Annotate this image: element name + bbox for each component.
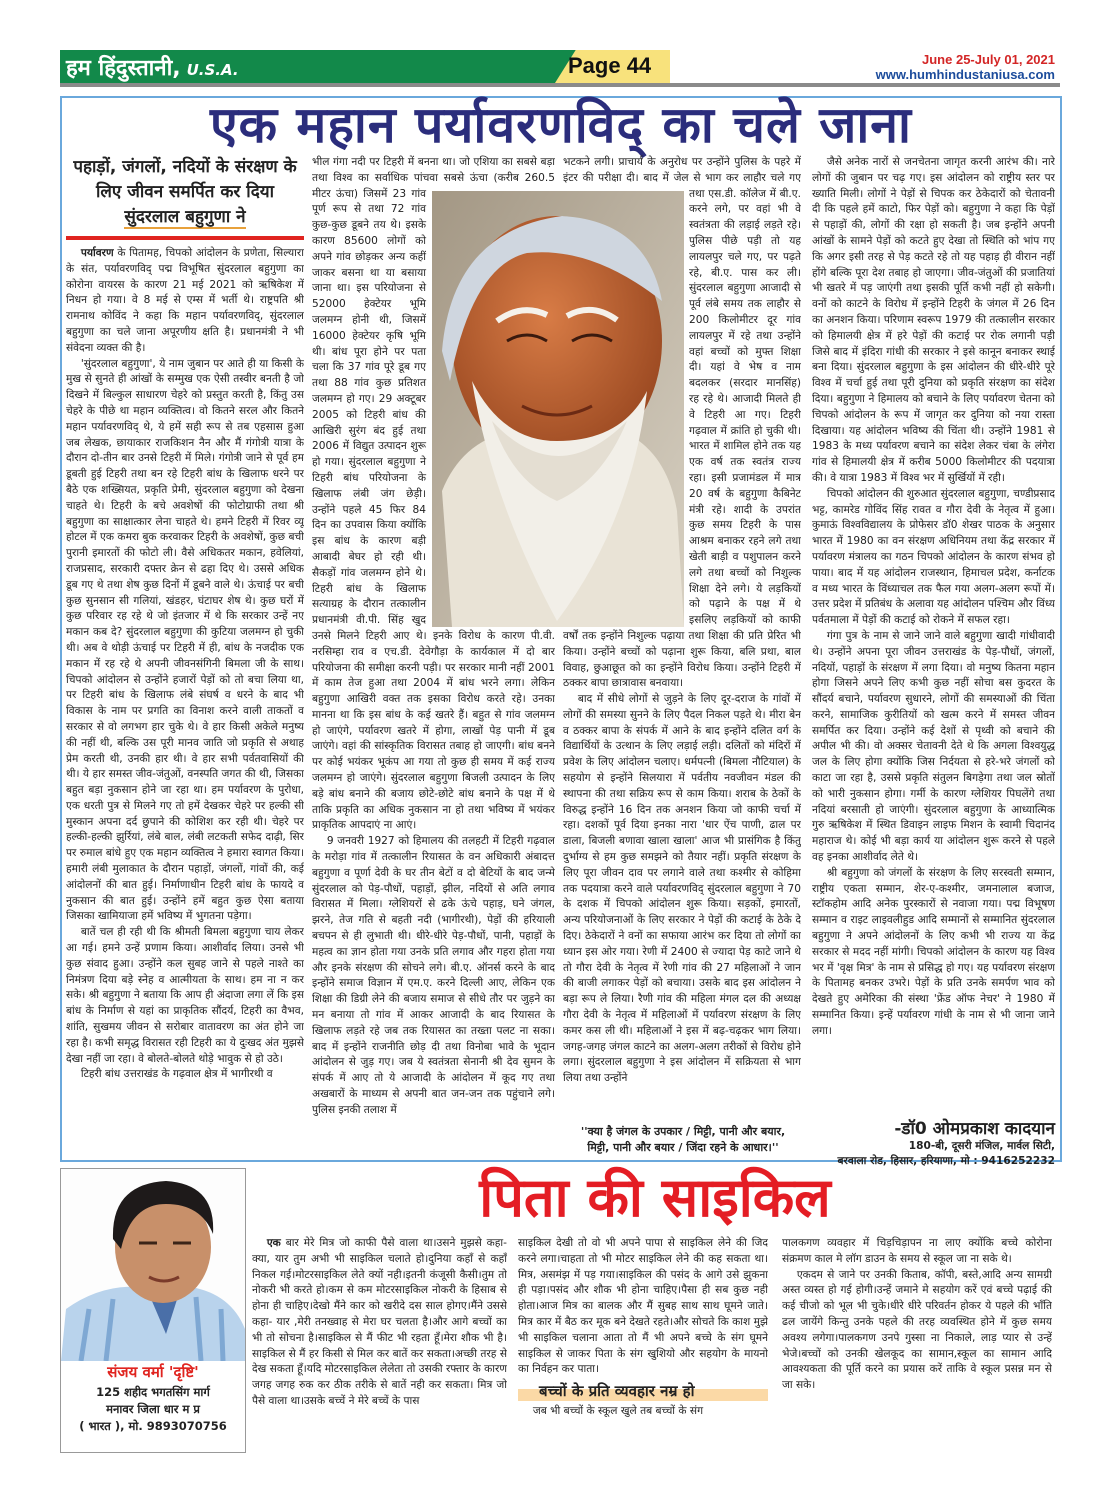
- header-divider: [60, 83, 1060, 87]
- paragraph: 'सुंदरलाल बहुगुणा', ये नाम जुबान पर आते ही या किसी के मुख से सुनते ही आंखों के सम्मुख एक ऐसी तस्वीर बनती है जो दिखने में बिल्कुल साधारण चेहरे को प्रस्तुत करती है, किंतु उस चेहरे के पीछे था महान व्यक्तित्व। वो कितने सरल और कितने महान पर्यावरणविद् थे, ये हमें सही रूप से तब एहसास हुआ जब लेखक, छायाकार राजकिशन नैन और मैं गंगोत्री यात्रा के दौरान दो-तीन बार उनसे टिहरी में मिले। गंगोत्री जाने से पूर्व हम डूबती हुई टिहरी तथा बन रहे टिहरी बांध के खिलाफ धरने पर बैठे एक शख्सियत, प्रकृति प्रेमी, सुंदरलाल बहुगुणा को देखना चाहते थे। टिहरी के बचे अवशेषों की फोटोग्राफी तथा श्री बहुगुणा का साक्षात्कार लेना चाहते थे। हमने टिहरी में रिवर व्यू होटल में एक कमरा बुक करवाकर टिहरी के अवशेषों, कुछ बची पुरानी इमारतों की फोटो ली। वैसे अधिकतर मकान, हवेलियां, राजप्रसाद, सरकारी दफ्तर क्रेन से ढहा दिए थे। उससे अधिक डूब गए थे तथा शेष कुछ दिनों में डूबने वाले थे। ऊंचाई पर बची कुछ सुनसान सी गलियां, खंडहर, घंटाघर शेष थे। कुछ घरों में कुछ परिवार रह रहे थे जो इंतजार में थे कि सरकार उन्हें नए मकान कब दे? सुंदरलाल बहुगुणा की कुटिया जलमग्न हो चुकी थी। अब वे थोड़ी ऊंचाई पर टिहरी में ही, बांध के नजदीक एक मकान में रह रहे थे अपनी जीवनसंगिनी बिमला जी के साथ। चिपको आंदोलन से उन्होंने हजारों पेड़ों को तो बचा लिया था, पर टिहरी बांध के खिलाफ लंबे संघर्ष व धरने के बाद भी विकास के नाम पर प्रगति का विनाश करने वाली ताकतों व सरकार से वो लगभग हार चुके थे। वे हार किसी अकेले मनुष्य की नहीं थी, बल्कि उस पूरी मानव जाति जो प्रकृति से अथाह प्रेम करती थी, उनकी हार थी। वे हार सभी पर्वतवासियों की थी। ये हार समस्त जीव-जंतुओं, वनस्पति जगत की थी, जिसका बहुत बड़ा नुकसान होने जा रहा था। हम पर्यावरण के पुरोधा, एक धरती पुत्र से मिलने गए तो हमें देखकर चेहरे पर हल्की सी मुस्कान अपना दर्द छुपाने की कोशिश कर रही थी। चेहरे पर हल्की-हल्की झुर्रियां, लंबे बाल, लंबी लटकती सफेद दाढ़ी, सिर पर रुमाल बांधे हुए एक महान व्यक्तित्व ने हमारा स्वागत किया। हमारी लंबी मुलाकात के दौरान पहाड़ों, जंगलों, गांवों की, कई आंदोलनों की बात हुई। निर्माणाधीन टिहरी बांध के फायदे व नुकसान की बात हुई। उन्होंने हमें बहुत कुछ ऐसा बताया जिसका खामियाजा हमें भविष्य में भुगतना पड़ेगा।: [66, 357, 304, 923]
- masthead-suffix: U.S.A.: [186, 61, 239, 79]
- paragraph: साइकिल देखी तो वो भी अपने पापा से साइकिल लेने की जिद करने लगा।चाहता तो भी मोटर साइकिल लेने की कह सकता था।मित्र, असमंझ में पड़ गया।साइकिल की पसंद के आगे उसे झुकना ही पड़ा।पसंद और शौक भी होना चाहिए।पैसा ही सब कुछ नही होता।आज मित्र का बालक और मैं सुबह साथ साथ घूमने जाते।मित्र कार में बैठ कर मूक बने देखते रहते।और सोचते कि काश मुझे भी साइकिल चलाना आता तो मैं भी अपने बच्चे के संग घूमने साइकिल से जाकर पिता के संग खुशियो और सहयोग के मायनो का निर्वहन कर पाता।: [518, 1237, 768, 1376]
- author-name: -डॉ0 ओमप्रकाश कादयान: [894, 1119, 1055, 1139]
- paragraph: गंगा पुत्र के नाम से जाने जाने वाले बहुगुणा खादी गांधीवादी थे। उन्होंने अपना पूरा जीवन उत्तराखंड के पेड़-पौधों, जंगलों, नदियों, पहाड़ों के संरक्षण में लगा दिया। वो मनुष्य कितना महान होगा जिसने अपने लिए कभी कुछ नहीं सोचा बस कुदरत के सौंदर्य बचाने, पर्यावरण सुधारने, लोगों की समस्याओं की चिंता करने, सामाजिक कुरीतियों को खत्म करने में समस्त जीवन समर्पित कर दिया। उन्होंने कई देशों से पृथ्वी को बचाने की अपील भी की। वो अक्सर चेतावनी देते थे कि अगला विश्वयुद्ध जल के लिए होगा क्योंकि जिस निर्दयता से हरे-भरे जंगलों को काटा जा रहा है, उससे प्रकृति संतुलन बिगड़ेगा तथा जल स्रोतों को भारी नुकसान होगा। गर्मी के कारण ग्लेशियर पिघलेंगे तथा नदियां बरसाती हो जाएंगी। सुंदरलाल बहुगुणा के आध्यात्मिक गुरु ऋषिकेश में स्थित डिवाइन लाइफ मिशन के स्वामी चिदानंद महाराज थे। कोई भी बड़ा कार्य या आंदोलन शुरू करने से पहले वह इनका आशीर्वाद लेते थे।: [812, 629, 1055, 864]
- lead-word: पर्यावरण: [80, 247, 114, 259]
- address-line: 125 शहीद भगतसिंग मार्ग: [96, 1385, 210, 1399]
- portrait-photo-bahuguna: [432, 191, 684, 627]
- subhead-line: लिए जीवन समर्पित कर दिया: [95, 182, 275, 202]
- author-address: [61, 1384, 245, 1435]
- quote-line: मिट्टी, पानी और बयार / जिंदा रहने के आधार।'': [587, 1141, 779, 1154]
- website-link[interactable]: www.humhindustaniusa.com: [875, 67, 1055, 82]
- newspaper-masthead: [66, 52, 239, 82]
- red-divider: [66, 236, 304, 240]
- paragraph: श्री बहुगुणा को जंगलों के संरक्षण के लिए सरस्वती सम्मान, राष्ट्रीय एकता सम्मान, शेर-ए-कश्मीर, जमनालाल बजाज, स्टॉकहोम आदि अनेक पुरस्कारों से नवाजा गया। पद्म विभूषण सम्मान व राइट लाइवलीहुड आदि सम्मानों से सम्मानित सुंदरलाल बहुगुणा ने अपने आंदोलनों के लिए कभी भी राज्य या केंद्र सरकार से मदद नहीं मांगी। चिपको आंदोलन के कारण यह विश्व भर में 'वृक्ष मित्र' के नाम से प्रसिद्ध हो गए। यह पर्यावरण संरक्षण के पितामह बनकर उभरे। पेड़ों के प्रति उनके समर्पण भाव को देखते हुए अमेरिका की संस्था 'फ्रेंड ऑफ नेचर' ने 1980 में सम्मानित किया। इन्हें पर्यावरण गांधी के नाम से भी जाना जाने लगा।: [812, 866, 1055, 1037]
- paragraph: जब भी बच्चों के स्कूल खुले तब बच्चों के संग: [532, 1405, 704, 1418]
- author-address: बरवाला रोड, हिसार, हरियाणा, मो : 9416252232: [837, 1155, 1055, 1167]
- story-column-2: [518, 1236, 768, 1451]
- article-subhead: [66, 155, 304, 230]
- subhead-line: सुंदरलाल बहुगुणा ने: [124, 207, 246, 227]
- paragraph: के पितामह, चिपको आंदोलन के प्रणेता, सिल्यारा के संत, पर्यावरणविद् पद्म विभूषित सुंदरलाल बहुगुणा का कोरोना वायरस के कारण 21 मई 2021 को ऋषिकेश में निधन हो गया। वे 8 मई से एम्स में भर्ती थे। राष्ट्रपति श्री रामनाथ कोविंद ने कहा कि महान पर्यावरणविद्, सुंदरलाल बहुगुणा का चले जाना अपूरणीय क्षति है। प्रधानमंत्री ने भी संवेदना व्यक्त की है।: [66, 247, 304, 354]
- issue-date: June 25-July 01, 2021: [922, 52, 1055, 67]
- paragraph: टिहरी बांध उत्तराखंड के गढ़वाल क्षेत्र में भागीरथी व: [80, 1068, 273, 1081]
- article-column-4: [812, 155, 1055, 1115]
- quote-line: ''क्या है जंगल के उपकार / मिट्टी, पानी और बयार,: [580, 1125, 786, 1138]
- paragraph: एकदम से जाने पर उनकी किताब, कॉपी, बस्ते,आदि अन्य सामग्री अस्त व्यस्त हो गई होगी।उन्हें जमाने मे सहयोग करें एवं बच्चे पढ़ाई की कई चीजो को भूल भी चुके।धीरे धीरे परिवर्तन होकर ये पहले की भाँति ढल जायेंगे किन्तु उनके पहले की तरह व्यवस्थित होने में कुछ समय अवश्य लगेगा।पालकगण उनपे गुस्सा ना निकाले, लाड़ प्यार से उन्हें भेजे।बच्चों को उनकी खेलकूद का सामान,स्कूल का सामान आदि आवश्यकता की पूर्ति करने का प्रयास करें ताकि वे स्कूल प्रसन्न मन से जा सके।: [782, 1268, 1052, 1392]
- paragraph: चिपको आंदोलन की शुरुआत सुंदरलाल बहुगुणा, चण्डीप्रसाद भट्ट, कामरेड गोविंद सिंह रावत व गौरा देवी के नेतृत्व में हुआ। कुमाऊं विश्वविद्यालय के प्रोफेसर डॉ0 शेखर पाठक के अनुसार भारत में 1980 का वन संरक्षण अधिनियम तथा केंद्र सरकार में पर्यावरण मंत्रालय का गठन चिपको आंदोलन के कारण संभव हो पाया। बाद में यह आंदोलन राजस्थान, हिमाचल प्रदेश, कर्नाटक व मध्य भारत के विंध्याचल तक फैल गया अलग-अलग रूपों में। उत्तर प्रदेश में प्रतिबंध के अलावा यह आंदोलन पश्चिम और विंध्य पर्वतमाला में पेड़ों की कटाई को रोकने में सफल रहा।: [812, 487, 1055, 627]
- paragraph: भटकने लगी। प्राचार्य के अनुरोध पर उन्होंने पुलिस के पहरे में इंटर की परीक्षा दी। बाद में जेल से भाग कर लाहौर चले गए तथा एस.डी. कॉलेज में बी.ए. करने लगे, पर वहां भी वे स्वतंत्रता की लड़ाई लड़ते रहे। पुलिस पीछे पड़ी तो यह लायलपुर चले गए, पर पढ़ते रहे, बी.ए. पास कर ली। सुंदरलाल बहुगुणा आजादी से पूर्व लंबे समय तक लाहौर से 200 किलोमीटर दूर गांव लायलपुर में रहे तथा उन्होंने वहां बच्चों को मुफ्त शिक्षा दी। यहां वे भेष व नाम बदलकर (सरदार मानसिंह) रह रहे थे। आजादी मिलते ही वे टिहरी आ गए। टिहरी गढ़वाल में क्रांति हो चुकी थी। भारत में शामिल होने तक यह एक वर्ष तक स्वतंत्र राज्य रहा। इसी प्रजामंडल में मात्र 20 वर्ष के बहुगुणा कैबिनेट मंत्री रहे। शादी के उपरांत कुछ समय टिहरी के पास आश्रम बनाकर रहने लगे तथा खेती बाड़ी व पशुपालन करने लगे तथा बच्चों को निशुल्क शिक्षा देने लगे। ये लड़कियों को पढ़ाने के पक्ष में थे इसलिए लड़कियों को काफी वर्षों तक इन्होंने निशुल्क पढ़ाया तथा शिक्षा की प्रति प्रेरित भी किया। उन्होंने बच्चों को पढ़ाना शुरू किया, बलि प्रथा, बाल विवाह, छुआछूत को का इन्होंने विरोध किया। उन्होंने टिहरी में ठक्कर बापा छात्रावास बनवाया।: [563, 156, 801, 690]
- section-subhead: बच्चों के प्रति व्यवहार नम्र हो: [518, 1381, 768, 1401]
- paragraph: जैसे अनेक नारों से जनचेतना जागृत करनी आरंभ की। नारे लोगों की जुबान पर चढ़ गए। इस आंदोलन को राष्ट्रीय स्तर पर ख्याति मिली। लोगों ने पेड़ों से चिपक कर ठेकेदारों को चेतावनी दी कि पहले हमें काटो, फिर पेड़ों को। बहुगुणा ने कहा कि पेड़ों से पहाड़ों की, लोगों की रक्षा हो सकती है। जब इन्होंने अपनी आंखों के सामने पेड़ों को कटते हुए देखा तो स्थिति को भांप गए कि अगर इसी तरह से पेड़ कटते रहे तो यह पहाड़ ही वीरान नहीं होंगे बल्कि पूरा देश तबाह हो जाएगा। जीव-जंतुओं की प्रजातियां भी खतरे में पड़ जाएंगी तथा इसकी पूर्ति कभी नहीं हो सकेगी। वनों को काटने के विरोध में इन्होंने टिहरी के जंगल में 26 दिन का अनशन किया। परिणाम स्वरूप 1979 की तत्कालीन सरकार को हिमालयी क्षेत्र में हरे पेड़ों की कटाई पर रोक लगानी पड़ी जिसे बाद में इंदिरा गांधी की सरकार ने इसे कानून बनाकर स्थाई बना दिया। सुंदरलाल बहुगुणा के इस आंदोलन की धीरे-धीरे पूरे विश्व में चर्चा हुई तथा पूरी दुनिया को प्रकृति संरक्षण का संदेश दिया। बहुगुणा ने हिमालय को बचाने के लिए पर्यावरण चेतना को चिपको आंदोलन के रूप में जागृत कर दुनिया को नया रास्ता दिखाया। यह आंदोलन भविष्य की चिंता थी। उन्होंने 1981 से 1983 के मध्य पर्यावरण बचाने का संदेश लेकर चंबा के लंगेरा गांव से हिमालयी क्षेत्र में करीब 5000 किलोमीटर की पदयात्रा की। वे यात्रा 1983 में विश्व भर में सुर्खियों में रही।: [812, 156, 1055, 484]
- address-line: मनावर जिला धार म प्र: [106, 1402, 200, 1416]
- article-column-1: [66, 246, 304, 1151]
- page-number: Page 44: [568, 53, 652, 78]
- paragraph: 9 जनवरी 1927 को हिमालय की तलहटी में टिहरी गढ़वाल के मरोड़ा गांव में तत्कालीन रियासत के वन अधिकारी अंबादत्त बहुगुणा व पूर्णा देवी के घर तीन बेटों व दो बेटियों के बाद जन्मे सुंदरलाल को पेड़-पौधों, पहाड़ों, झील, नदियों से अति लगाव विरासत में मिला। ग्लेशियरों से ढके ऊंचे पहाड़, घने जंगल, झरने, तेज गति से बहती नदी (भागीरथी), पेड़ों की हरियाली बचपन से ही लुभाती थी। धीरे-धीरे पेड़-पौधों, पानी, पहाड़ों के महत्व का ज्ञान होता गया उनके प्रति लगाव और गहरा होता गया और इनके संरक्षण की सोचने लगे। बी.ए. ऑनर्स करने के बाद इन्होंने समाज विज्ञान में एम.ए. करने दिल्ली आए, लेकिन एक शिक्षा की डिग्री लेने की बजाय समाज से सीधे तौर पर जुड़ने का मन बनाया तो गांव में आकर आजादी के बाद रियासत के खिलाफ लड़ते रहे जब तक रियासत का तख्ता पलट ना सका। बाद में इन्होंने राजनीति छोड़ दी तथा विनोबा भावे के भूदान आंदोलन से जुड़ गए। जब ये स्वतंत्रता सेनानी श्री देव सुमन के संपर्क में आए तो ये आजादी के आंदोलन में कूद गए तथा अखबारों के माध्यम से अपनी बात जन-जन तक पहुंचाने लगे। पुलिस इनकी तलाश में: [312, 835, 555, 1116]
- story-column-3: [782, 1236, 1052, 1451]
- story-column-1: [252, 1236, 507, 1451]
- subhead-line: पहाड़ों, जंगलों, नदियों के संरक्षण के: [73, 157, 297, 177]
- masthead-title: हम हिंदुस्तानी,: [66, 56, 181, 81]
- paragraph: बार मेरे मित्र जो काफी पैसे वाला था।उसने मुझसे कहा-क्या, यार तुम अभी भी साइकिल चलाते हो।दुनिया कहाँ से कहाँ निकल गई।मोटरसाइकिल लेते क्यों नही।इतनी कंजूसी कैसी।तुम तो नोकरी भी करते हो।कम से कम मोटरसाइकिल नोकरी के हिसाब से होना ही चाहिए।देखो मैंने कार को खरीदे दस साल होगए।मैंने उससे कहा- यार ,मेरी तनख्वाह से मेरा घर चलता है।और आगे बच्चों का भी तो सोचना है।साइकिल से मैं फीट भी रहता हूँ।मेरा शौक भी है।साइकिल से मैं हर किसी से मिल कर बातें कर सकता।अच्छी तरह से देख सकता हूँ।यदि मोटरसाइकिल लेलेता तो उसकी रफ्तार के कारण जगह जगह रुक कर ठीक तरीके से बातें नही कर सकता। मित्र जो पैसे वाला था।उसके बच्चें ने मेरे बच्चें के पास: [252, 1237, 507, 1407]
- paragraph: बातें चल ही रही थी कि श्रीमती बिमला बहुगुणा चाय लेकर आ गई। हमने उन्हें प्रणाम किया। आशीर्वाद लिया। उनसे भी कुछ संवाद हुआ। उन्होंने कल सुबह जाने से पहले नाश्ते का निमंत्रण दिया बड़े स्नेह व आत्मीयता के साथ। हम ना न कर सके। श्री बहुगुणा ने बताया कि आप ही अंदाजा लगा लें कि इस बांध के निर्माण से यहां का प्राकृतिक सौंदर्य, टिहरी का वैभव, शांति, सुखमय जीवन से सरोबार वातावरण का अंत होने जा रहा है। कभी समृद्ध विरासत रही टिहरी का ये दुःखद अंत मुझसे देखा नहीं जा रहा। वे बोलते-बोलते थोड़े भावुक से हो उठे।: [66, 926, 304, 1065]
- address-line: ( भारत ), मो. 9893070756: [79, 1419, 227, 1433]
- author-photo: [61, 1169, 245, 1361]
- paragraph: पालकगण व्यवहार में चिड़चिड़ापन ना लाए क्योंकि बच्चे कोरोना संक्रमण काल मे लॉग डाउन के समय से स्कूल जा ना सके थे।: [782, 1237, 1052, 1265]
- paragraph: बाद में सीधे लोगों से जुड़ने के लिए दूर-दराज के गांवों में लोगों की समस्या सुनने के लिए पैदल निकल पड़ते थे। मीरा बेन व ठक्कर बापा के संपर्क में आने के बाद इन्होंने दलित वर्ग के विद्यार्थियों के उत्थान के लिए लड़ाई लड़ी। दलितों को मंदिरों में प्रवेश के लिए आंदोलन चलाए। धर्मपत्नी (बिमला नौटियाल) के सहयोग से इन्होंने सिलयारा में पर्वतीय नवजीवन मंडल की स्थापना की तथा सक्रिय रूप से काम किया। शराब के ठेकों के विरुद्ध इन्होंने 16 दिन तक अनशन किया जो काफी चर्चा में रहा। दशकों पूर्व दिया इनका नारा 'धार ऐंच पाणी, ढाल पर डाला, बिजली बणावा खाला खाला' आज भी प्रासंगिक है किंतु दुर्भाग्य से हम कुछ समझने को तैयार नहीं। प्रकृति संरक्षण के लिए पूरा जीवन दाव पर लगाने वाले तथा कश्मीर से कोहिमा तक पदयात्रा करने वाले पर्यावरणविद् सुंदरलाल बहुगुणा ने 70 के दशक में चिपको आंदोलन शुरू किया। सड़कों, इमारतों, अन्य परियोजनाओं के लिए सरकार ने पेड़ों की कटाई के ठेके दे दिए। ठेकेदारों ने वनों का सफाया आरंभ कर दिया तो लोगों का ध्यान इस ओर गया। रेणी में 2400 से ज्यादा पेड़ काटे जाने थे तो गौरा देवी के नेतृत्व में रेणी गांव की 27 महिलाओं ने जान की बाजी लगाकर पेड़ों को बचाया। उसके बाद इस आंदोलन ने बड़ा रूप ले लिया। रैणी गांव की महिला मंगल दल की अध्यक्ष गौरा देवी के नेतृत्व में महिलाओं में पर्यावरण संरक्षण के लिए कमर कस ली थी। महिलाओं ने इस में बढ़-चढ़कर भाग लिया। जगह-जगह जंगल काटने का अलग-अलग तरीकों से विरोध होने लगा। सुंदरलाल बहुगुणा ने इस आंदोलन में सक्रियता से भाग लिया तथा उन्होंने: [563, 693, 801, 1085]
- pull-quote: [563, 1124, 803, 1156]
- author-name: संजय वर्मा 'दृष्टि': [107, 1363, 199, 1381]
- author-address: 180-बी, दूसरी मंजिल, मार्वल सिटी,: [908, 1140, 1055, 1152]
- article-headline: पिता की साइकिल: [479, 1166, 831, 1229]
- lead-word: एक: [266, 1237, 281, 1249]
- article-headline: एक महान पर्यावरणविद् का चले जाना: [209, 96, 913, 154]
- paragraph: भील गंगा नदी पर टिहरी में बनना था। जो एशिया का सबसे बड़ा तथा विश्व का सर्वाधिक पांचवा सबसे ऊंचा (करीब 260.5 मीटर ऊंचा) जिसमें 23 गांव पूर्ण रूप से तथा 72 गांव कुछ-कुछ डूबने तय थे। इसके कारण 85600 लोगों को अपने गांव छोड़कर अन्य कहीं जाकर बसना था या बसाया जाना था। इस परियोजना से 52000 हेक्टेयर भूमि जलमग्न होनी थी, जिसमें 16000 हेक्टेयर कृषि भूमि थी। बांध पूरा होने पर पता चला कि 37 गांव पूरे डूब गए तथा 88 गांव कुछ प्रतिशत जलमग्न हो गए। 29 अक्टूबर 2005 को टिहरी बांध की आखिरी सुरंग बंद हुई तथा 2006 में विद्युत उत्पादन शुरू हो गया। सुंदरलाल बहुगुणा ने टिहरी बांध परियोजना के खिलाफ लंबी जंग छेड़ी। उन्होंने पहले 45 फिर 84 दिन का उपवास किया क्योंकि इस बांध के कारण बड़ी आबादी बेघर हो रही थी। सैकड़ों गांव जलमग्न होने थे। टिहरी बांध के खिलाफ सत्याग्रह के दौरान तत्कालीन प्रधानमंत्री वी.पी. सिंह खुद उनसे मिलने टिहरी आए थे। इनके विरोध के कारण पी.वी. नरसिम्हा राव व एच.डी. देवेगौड़ा के कार्यकाल में दो बार परियोजना की समीक्षा करनी पड़ी। पर सरकार मानी नहीं 2001 में काम तेज हुआ तथा 2004 में बांध भरने लगा। लेकिन बहुगुणा आखिरी वक्त तक इसका विरोध करते रहे। उनका मानना था कि इस बांध के कई खतरे हैं। बहुत से गांव जलमग्न हो जाएंगे, पर्यावरण खतरे में होगा, लाखों पेड़ पानी में डूब जाएंगे। वहां की सांस्कृतिक विरासत तबाह हो जाएगी। बांध बनने पर कोई भयंकर भूकंप आ गया तो कुछ ही समय में कई राज्य जलमग्न हो जाएंगे। सुंदरलाल बहुगुणा बिजली उत्पादन के लिए बड़े बांध बनाने की बजाय छोटे-छोटे बांध बनाने के पक्ष में थे ताकि प्रकृति का अधिक नुकसान ना हो तथा भविष्य में भयंकर प्राकृतिक आपदाएं ना आएं।: [312, 156, 555, 832]
- author-byline: [812, 1116, 1055, 1169]
